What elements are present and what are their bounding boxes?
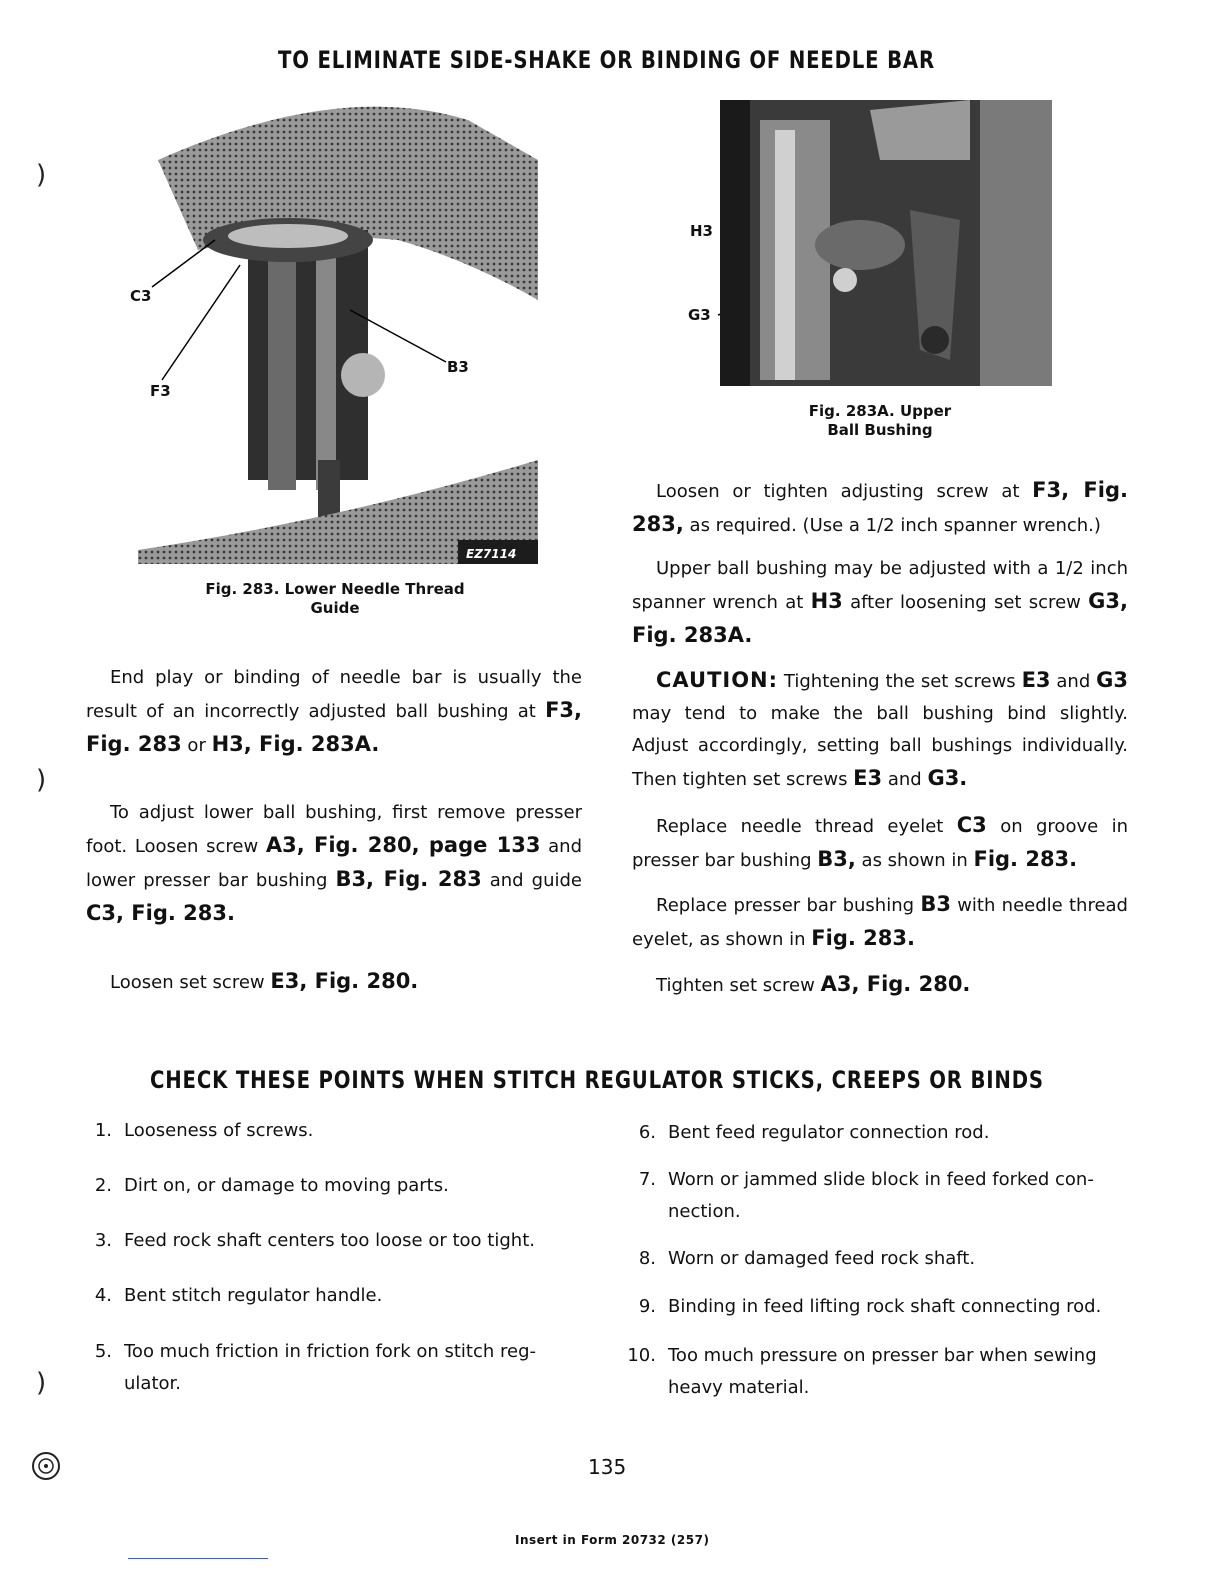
right-paragraph-5: Replace presser bar bushing B3 with needle thread eyelet, as shown in Fig. 283.	[632, 892, 1128, 950]
list-item: 7. Worn or jammed slide block in feed forked con- nection.	[638, 1169, 1094, 1222]
callout-b3: B3	[447, 358, 469, 376]
fig-283-caption	[180, 580, 490, 618]
binder-mark: )	[36, 1368, 47, 1398]
photo-code: EZ7114	[466, 547, 517, 561]
callout-c3: C3	[130, 287, 152, 305]
list-item: 3. Feed rock shaft centers too loose or too tight.	[94, 1230, 535, 1251]
list-item: 9. Binding in feed lifting rock shaft connecting rod.	[638, 1296, 1102, 1317]
caption-line: Fig. 283A. Upper	[808, 402, 952, 420]
caution-label: CAUTION:	[656, 668, 779, 692]
right-paragraph-1: Loosen or tighten adjusting screw at F3, Fig. 283, as required. (Use a 1/2 inch spanner wrench.)	[632, 478, 1128, 536]
right-paragraph-2: Upper ball bushing may be adjusted with a 1/2 inch spanner wrench at H3 after loosening set screw G3, Fig. 283A.	[632, 558, 1128, 647]
right-paragraph-caution: CAUTION: Tightening the set screws E3 and G3 may tend to make the ball bushing bind slightly. Adjust accordingly, setting ball bushings individually. Then tighten set screws E3 and G3.	[632, 668, 1128, 790]
section-title: CHECK THESE POINTS WHEN STITCH REGULATOR STICKS, CREEPS OR BINDS	[150, 1066, 1044, 1094]
page-title: TO ELIMINATE SIDE-SHAKE OR BINDING OF NEEDLE BAR	[278, 46, 935, 74]
caption-line: Guide	[310, 599, 360, 617]
fig-283a-caption	[760, 402, 1000, 440]
list-item: 4. Bent stitch regulator handle.	[94, 1285, 383, 1306]
fig-283a-photo	[720, 100, 1052, 386]
right-paragraph-4: Replace needle thread eyelet C3 on groove in presser bar bushing B3, as shown in Fig. 283.	[632, 813, 1128, 871]
binder-mark: )	[36, 765, 47, 795]
callout-h3: H3	[690, 222, 713, 240]
list-item: 6. Bent feed regulator connection rod.	[638, 1122, 990, 1143]
caption-line: Ball Bushing	[827, 421, 933, 439]
left-paragraph-2: To adjust lower ball bushing, first remove presser foot. Loosen screw A3, Fig. 280, page 133 and lower presser bar bushing B3, Fig. 283 and guide C3, Fig. 283.	[86, 802, 582, 925]
list-item: 2. Dirt on, or damage to moving parts.	[94, 1175, 449, 1196]
right-paragraph-6: Tighten set screw A3, Fig. 280.	[656, 972, 971, 996]
list-item: 5. Too much friction in friction fork on stitch reg- ulator.	[94, 1341, 537, 1394]
callout-g3: G3	[688, 306, 711, 324]
left-paragraph-1: End play or binding of needle bar is usually the result of an incorrectly adjusted ball bushing at F3, Fig. 283 or H3, Fig. 283A.	[86, 667, 582, 756]
list-item: 1. Looseness of screws.	[94, 1120, 314, 1141]
list-item: 10. Too much pressure on presser bar when sewing heavy material.	[627, 1345, 1097, 1398]
callout-f3: F3	[150, 382, 171, 400]
form-footer: Insert in Form 20732 (257)	[515, 1533, 710, 1547]
emblem-icon	[30, 1450, 62, 1482]
binder-mark: )	[36, 160, 47, 190]
left-paragraph-3: Loosen set screw E3, Fig. 280.	[110, 969, 419, 993]
divider	[128, 1558, 268, 1559]
list-item: 8. Worn or damaged feed rock shaft.	[638, 1248, 976, 1269]
caption-line: Fig. 283. Lower Needle Thread	[205, 580, 465, 598]
page-number: 135	[588, 1455, 627, 1479]
